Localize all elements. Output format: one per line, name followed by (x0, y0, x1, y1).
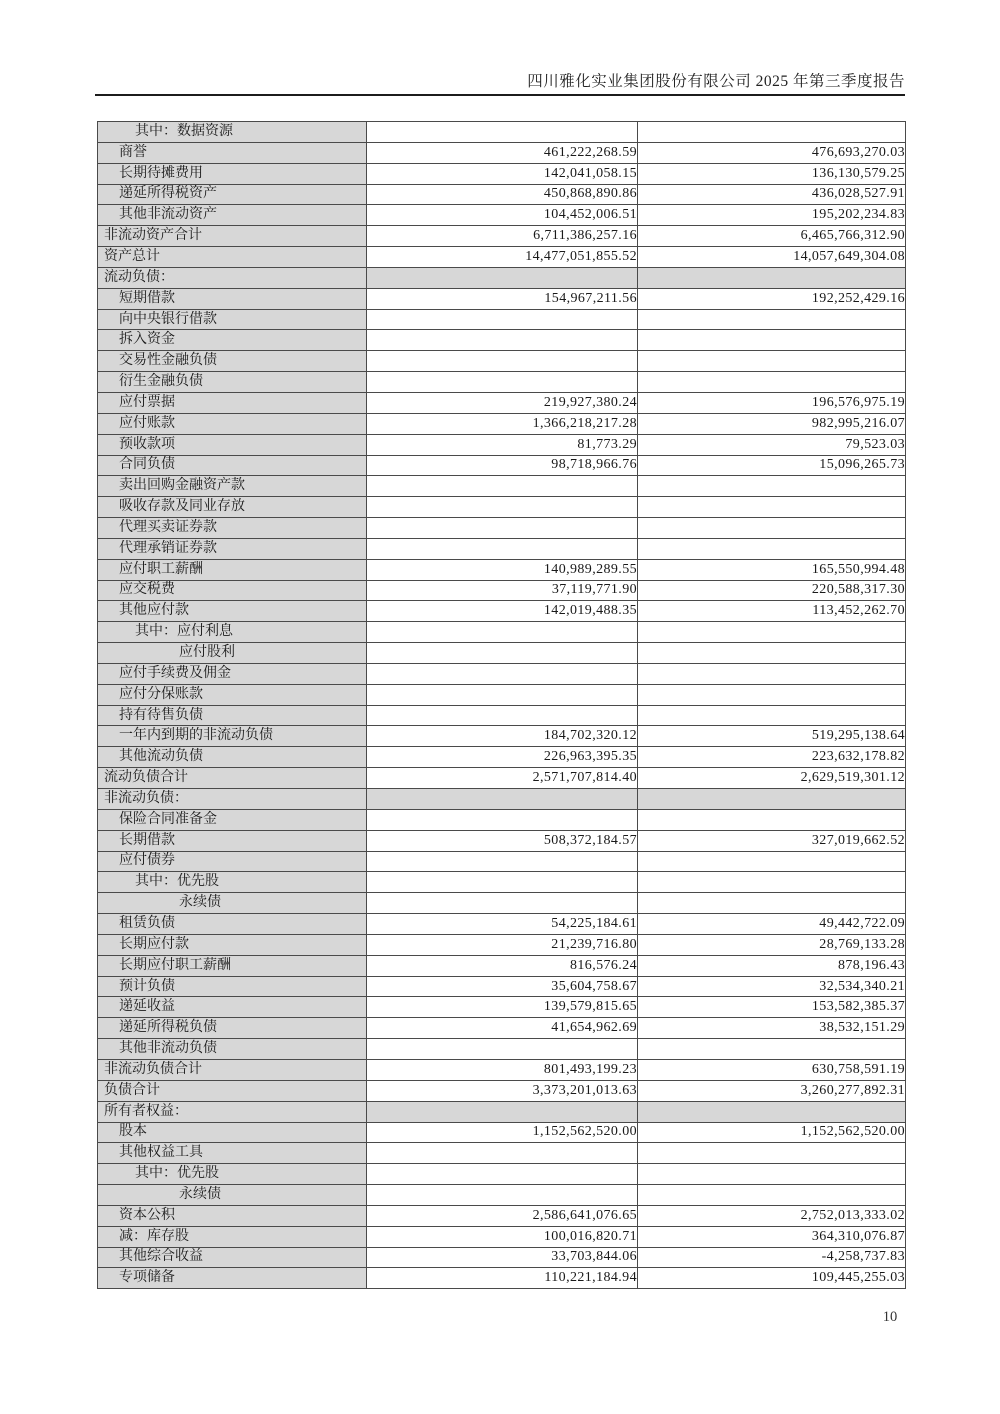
prior-period-value: 519,295,138.64 (638, 726, 906, 747)
prior-period-value (638, 372, 906, 393)
current-period-value: 1,366,218,217.28 (367, 413, 638, 434)
row-label: 永续债 (98, 1185, 367, 1206)
current-period-value (367, 1143, 638, 1164)
prior-period-value: 982,995,216.07 (638, 413, 906, 434)
row-label: 短期借款 (98, 288, 367, 309)
prior-period-value (638, 872, 906, 893)
table-row (98, 726, 906, 747)
current-period-value (367, 643, 638, 664)
table-row (98, 455, 906, 476)
prior-period-value: 223,632,178.82 (638, 747, 906, 768)
table-row (98, 351, 906, 372)
current-period-value: 41,654,962.69 (367, 1018, 638, 1039)
row-label: 其他权益工具 (98, 1143, 367, 1164)
row-label: 流动负债： (98, 267, 367, 288)
row-label: 流动负债合计 (98, 768, 367, 789)
current-period-value: 98,718,966.76 (367, 455, 638, 476)
table-row (98, 1164, 906, 1185)
prior-period-value (638, 476, 906, 497)
prior-period-value (638, 663, 906, 684)
table-row (98, 1018, 906, 1039)
row-label: 保险合同准备金 (98, 809, 367, 830)
row-label: 其他非流动资产 (98, 205, 367, 226)
prior-period-value: 3,260,277,892.31 (638, 1080, 906, 1101)
current-period-value: 139,579,815.65 (367, 997, 638, 1018)
report-header-title: 四川雅化实业集团股份有限公司 2025 年第三季度报告 (527, 73, 905, 90)
current-period-value (367, 497, 638, 518)
table-row (98, 809, 906, 830)
current-period-value: 219,927,380.24 (367, 392, 638, 413)
current-period-value (367, 1185, 638, 1206)
prior-period-value: 153,582,385.37 (638, 997, 906, 1018)
table-row (98, 392, 906, 413)
row-label: 负债合计 (98, 1080, 367, 1101)
prior-period-value: 15,096,265.73 (638, 455, 906, 476)
prior-period-value (638, 851, 906, 872)
table-row (98, 976, 906, 997)
prior-period-value: 476,693,270.03 (638, 142, 906, 163)
prior-period-value (638, 267, 906, 288)
row-label: 应付股利 (98, 643, 367, 664)
table-row (98, 934, 906, 955)
prior-period-value (638, 1039, 906, 1060)
table-row (98, 247, 906, 268)
table-row (98, 601, 906, 622)
prior-period-value (638, 538, 906, 559)
table-row (98, 768, 906, 789)
row-label: 应付分保账款 (98, 684, 367, 705)
table-row (98, 1143, 906, 1164)
current-period-value (367, 518, 638, 539)
table-row (98, 1080, 906, 1101)
row-label: 长期借款 (98, 830, 367, 851)
prior-period-value: 220,588,317.30 (638, 580, 906, 601)
current-period-value: 35,604,758.67 (367, 976, 638, 997)
table-row (98, 872, 906, 893)
prior-period-value (638, 122, 906, 143)
balance-sheet-body (98, 122, 906, 1289)
table-row (98, 267, 906, 288)
current-period-value: 816,576.24 (367, 955, 638, 976)
row-label: 非流动负债： (98, 789, 367, 810)
row-label: 向中央银行借款 (98, 309, 367, 330)
row-label: 专项储备 (98, 1268, 367, 1289)
current-period-value: 142,041,058.15 (367, 163, 638, 184)
current-period-value: 110,221,184.94 (367, 1268, 638, 1289)
table-row (98, 497, 906, 518)
table-row (98, 288, 906, 309)
table-row (98, 330, 906, 351)
prior-period-value: 113,452,262.70 (638, 601, 906, 622)
prior-period-value (638, 351, 906, 372)
table-row (98, 122, 906, 143)
prior-period-value (638, 809, 906, 830)
row-label: 一年内到期的非流动负债 (98, 726, 367, 747)
table-row (98, 789, 906, 810)
row-label: 非流动资产合计 (98, 226, 367, 247)
row-label: 长期待摊费用 (98, 163, 367, 184)
row-label: 持有待售负债 (98, 705, 367, 726)
table-row (98, 580, 906, 601)
current-period-value: 142,019,488.35 (367, 601, 638, 622)
row-label: 其中：数据资源 (98, 122, 367, 143)
row-label: 衍生金融负债 (98, 372, 367, 393)
prior-period-value (638, 309, 906, 330)
current-period-value: 184,702,320.12 (367, 726, 638, 747)
current-period-value (367, 309, 638, 330)
table-row (98, 434, 906, 455)
table-row (98, 1059, 906, 1080)
table-row (98, 663, 906, 684)
prior-period-value (638, 1101, 906, 1122)
row-label: 永续债 (98, 893, 367, 914)
current-period-value: 14,477,051,855.52 (367, 247, 638, 268)
table-row (98, 1101, 906, 1122)
row-label: 股本 (98, 1122, 367, 1143)
current-period-value (367, 893, 638, 914)
current-period-value: 2,571,707,814.40 (367, 768, 638, 789)
balance-sheet-table (97, 121, 906, 1289)
prior-period-value (638, 1143, 906, 1164)
prior-period-value (638, 622, 906, 643)
table-row (98, 226, 906, 247)
current-period-value (367, 872, 638, 893)
row-label: 其他流动负债 (98, 747, 367, 768)
prior-period-value: 165,550,994.48 (638, 559, 906, 580)
table-row (98, 1205, 906, 1226)
row-label: 代理买卖证券款 (98, 518, 367, 539)
table-row (98, 309, 906, 330)
row-label: 非流动负债合计 (98, 1059, 367, 1080)
row-label: 长期应付款 (98, 934, 367, 955)
prior-period-value (638, 643, 906, 664)
prior-period-value: 38,532,151.29 (638, 1018, 906, 1039)
current-period-value: 37,119,771.90 (367, 580, 638, 601)
prior-period-value (638, 789, 906, 810)
prior-period-value: 878,196.43 (638, 955, 906, 976)
prior-period-value: 196,576,975.19 (638, 392, 906, 413)
prior-period-value (638, 1164, 906, 1185)
prior-period-value (638, 497, 906, 518)
row-label: 应付票据 (98, 392, 367, 413)
row-label: 交易性金融负债 (98, 351, 367, 372)
table-row (98, 705, 906, 726)
current-period-value: 1,152,562,520.00 (367, 1122, 638, 1143)
current-period-value: 6,711,386,257.16 (367, 226, 638, 247)
current-period-value: 81,773.29 (367, 434, 638, 455)
current-period-value (367, 1101, 638, 1122)
prior-period-value: 14,057,649,304.08 (638, 247, 906, 268)
table-row (98, 518, 906, 539)
row-label: 其中：应付利息 (98, 622, 367, 643)
prior-period-value: 327,019,662.52 (638, 830, 906, 851)
table-row (98, 205, 906, 226)
table-row (98, 413, 906, 434)
table-row (98, 559, 906, 580)
row-label: 预计负债 (98, 976, 367, 997)
row-label: 租赁负债 (98, 914, 367, 935)
row-label: 应付账款 (98, 413, 367, 434)
current-period-value (367, 1039, 638, 1060)
row-label: 吸收存款及同业存放 (98, 497, 367, 518)
current-period-value (367, 122, 638, 143)
current-period-value (367, 330, 638, 351)
current-period-value: 154,967,211.56 (367, 288, 638, 309)
current-period-value: 33,703,844.06 (367, 1247, 638, 1268)
current-period-value (367, 1164, 638, 1185)
row-label: 代理承销证券款 (98, 538, 367, 559)
current-period-value: 54,225,184.61 (367, 914, 638, 935)
current-period-value: 140,989,289.55 (367, 559, 638, 580)
table-row (98, 830, 906, 851)
current-period-value: 104,452,006.51 (367, 205, 638, 226)
current-period-value: 461,222,268.59 (367, 142, 638, 163)
row-label: 资本公积 (98, 1205, 367, 1226)
table-row (98, 851, 906, 872)
table-row (98, 622, 906, 643)
current-period-value: 21,239,716.80 (367, 934, 638, 955)
current-period-value (367, 663, 638, 684)
prior-period-value: 2,629,519,301.12 (638, 768, 906, 789)
current-period-value (367, 622, 638, 643)
table-row (98, 914, 906, 935)
prior-period-value: 192,252,429.16 (638, 288, 906, 309)
row-label: 所有者权益： (98, 1101, 367, 1122)
table-row (98, 163, 906, 184)
table-row (98, 1122, 906, 1143)
row-label: 商誉 (98, 142, 367, 163)
page-number: 10 (882, 1309, 898, 1325)
row-label: 应付债券 (98, 851, 367, 872)
table-row (98, 1039, 906, 1060)
current-period-value (367, 267, 638, 288)
table-row (98, 747, 906, 768)
current-period-value (367, 538, 638, 559)
current-period-value: 450,868,890.86 (367, 184, 638, 205)
row-label: 其他应付款 (98, 601, 367, 622)
prior-period-value: -4,258,737.83 (638, 1247, 906, 1268)
prior-period-value: 1,152,562,520.00 (638, 1122, 906, 1143)
row-label: 其中：优先股 (98, 1164, 367, 1185)
row-label: 预收款项 (98, 434, 367, 455)
prior-period-value (638, 330, 906, 351)
table-row (98, 684, 906, 705)
prior-period-value (638, 1185, 906, 1206)
prior-period-value: 109,445,255.03 (638, 1268, 906, 1289)
row-label: 应交税费 (98, 580, 367, 601)
table-row (98, 997, 906, 1018)
row-label: 长期应付职工薪酬 (98, 955, 367, 976)
current-period-value (367, 789, 638, 810)
current-period-value (367, 476, 638, 497)
current-period-value (367, 851, 638, 872)
prior-period-value (638, 893, 906, 914)
table-row (98, 1268, 906, 1289)
prior-period-value: 6,465,766,312.90 (638, 226, 906, 247)
prior-period-value: 28,769,133.28 (638, 934, 906, 955)
row-label: 递延收益 (98, 997, 367, 1018)
row-label: 应付手续费及佣金 (98, 663, 367, 684)
row-label: 应付职工薪酬 (98, 559, 367, 580)
table-row (98, 372, 906, 393)
row-label: 资产总计 (98, 247, 367, 268)
current-period-value: 226,963,395.35 (367, 747, 638, 768)
prior-period-value: 195,202,234.83 (638, 205, 906, 226)
prior-period-value: 49,442,722.09 (638, 914, 906, 935)
current-period-value (367, 705, 638, 726)
current-period-value (367, 372, 638, 393)
prior-period-value: 436,028,527.91 (638, 184, 906, 205)
prior-period-value (638, 705, 906, 726)
table-row (98, 643, 906, 664)
table-row (98, 184, 906, 205)
table-row (98, 1185, 906, 1206)
prior-period-value (638, 684, 906, 705)
table-row (98, 538, 906, 559)
row-label: 递延所得税负债 (98, 1018, 367, 1039)
current-period-value (367, 684, 638, 705)
current-period-value (367, 351, 638, 372)
row-label: 其中：优先股 (98, 872, 367, 893)
table-row (98, 142, 906, 163)
current-period-value: 2,586,641,076.65 (367, 1205, 638, 1226)
current-period-value: 801,493,199.23 (367, 1059, 638, 1080)
row-label: 卖出回购金融资产款 (98, 476, 367, 497)
prior-period-value: 364,310,076.87 (638, 1226, 906, 1247)
row-label: 递延所得税资产 (98, 184, 367, 205)
table-row (98, 476, 906, 497)
table-row (98, 1226, 906, 1247)
prior-period-value: 136,130,579.25 (638, 163, 906, 184)
row-label: 减：库存股 (98, 1226, 367, 1247)
row-label: 其他非流动负债 (98, 1039, 367, 1060)
current-period-value: 508,372,184.57 (367, 830, 638, 851)
current-period-value: 100,016,820.71 (367, 1226, 638, 1247)
header-rule-divider (95, 94, 905, 96)
prior-period-value: 630,758,591.19 (638, 1059, 906, 1080)
table-row (98, 893, 906, 914)
current-period-value (367, 809, 638, 830)
table-row (98, 955, 906, 976)
row-label: 合同负债 (98, 455, 367, 476)
current-period-value: 3,373,201,013.63 (367, 1080, 638, 1101)
row-label: 拆入资金 (98, 330, 367, 351)
row-label: 其他综合收益 (98, 1247, 367, 1268)
prior-period-value: 32,534,340.21 (638, 976, 906, 997)
prior-period-value (638, 518, 906, 539)
prior-period-value: 2,752,013,333.02 (638, 1205, 906, 1226)
prior-period-value: 79,523.03 (638, 434, 906, 455)
table-row (98, 1247, 906, 1268)
